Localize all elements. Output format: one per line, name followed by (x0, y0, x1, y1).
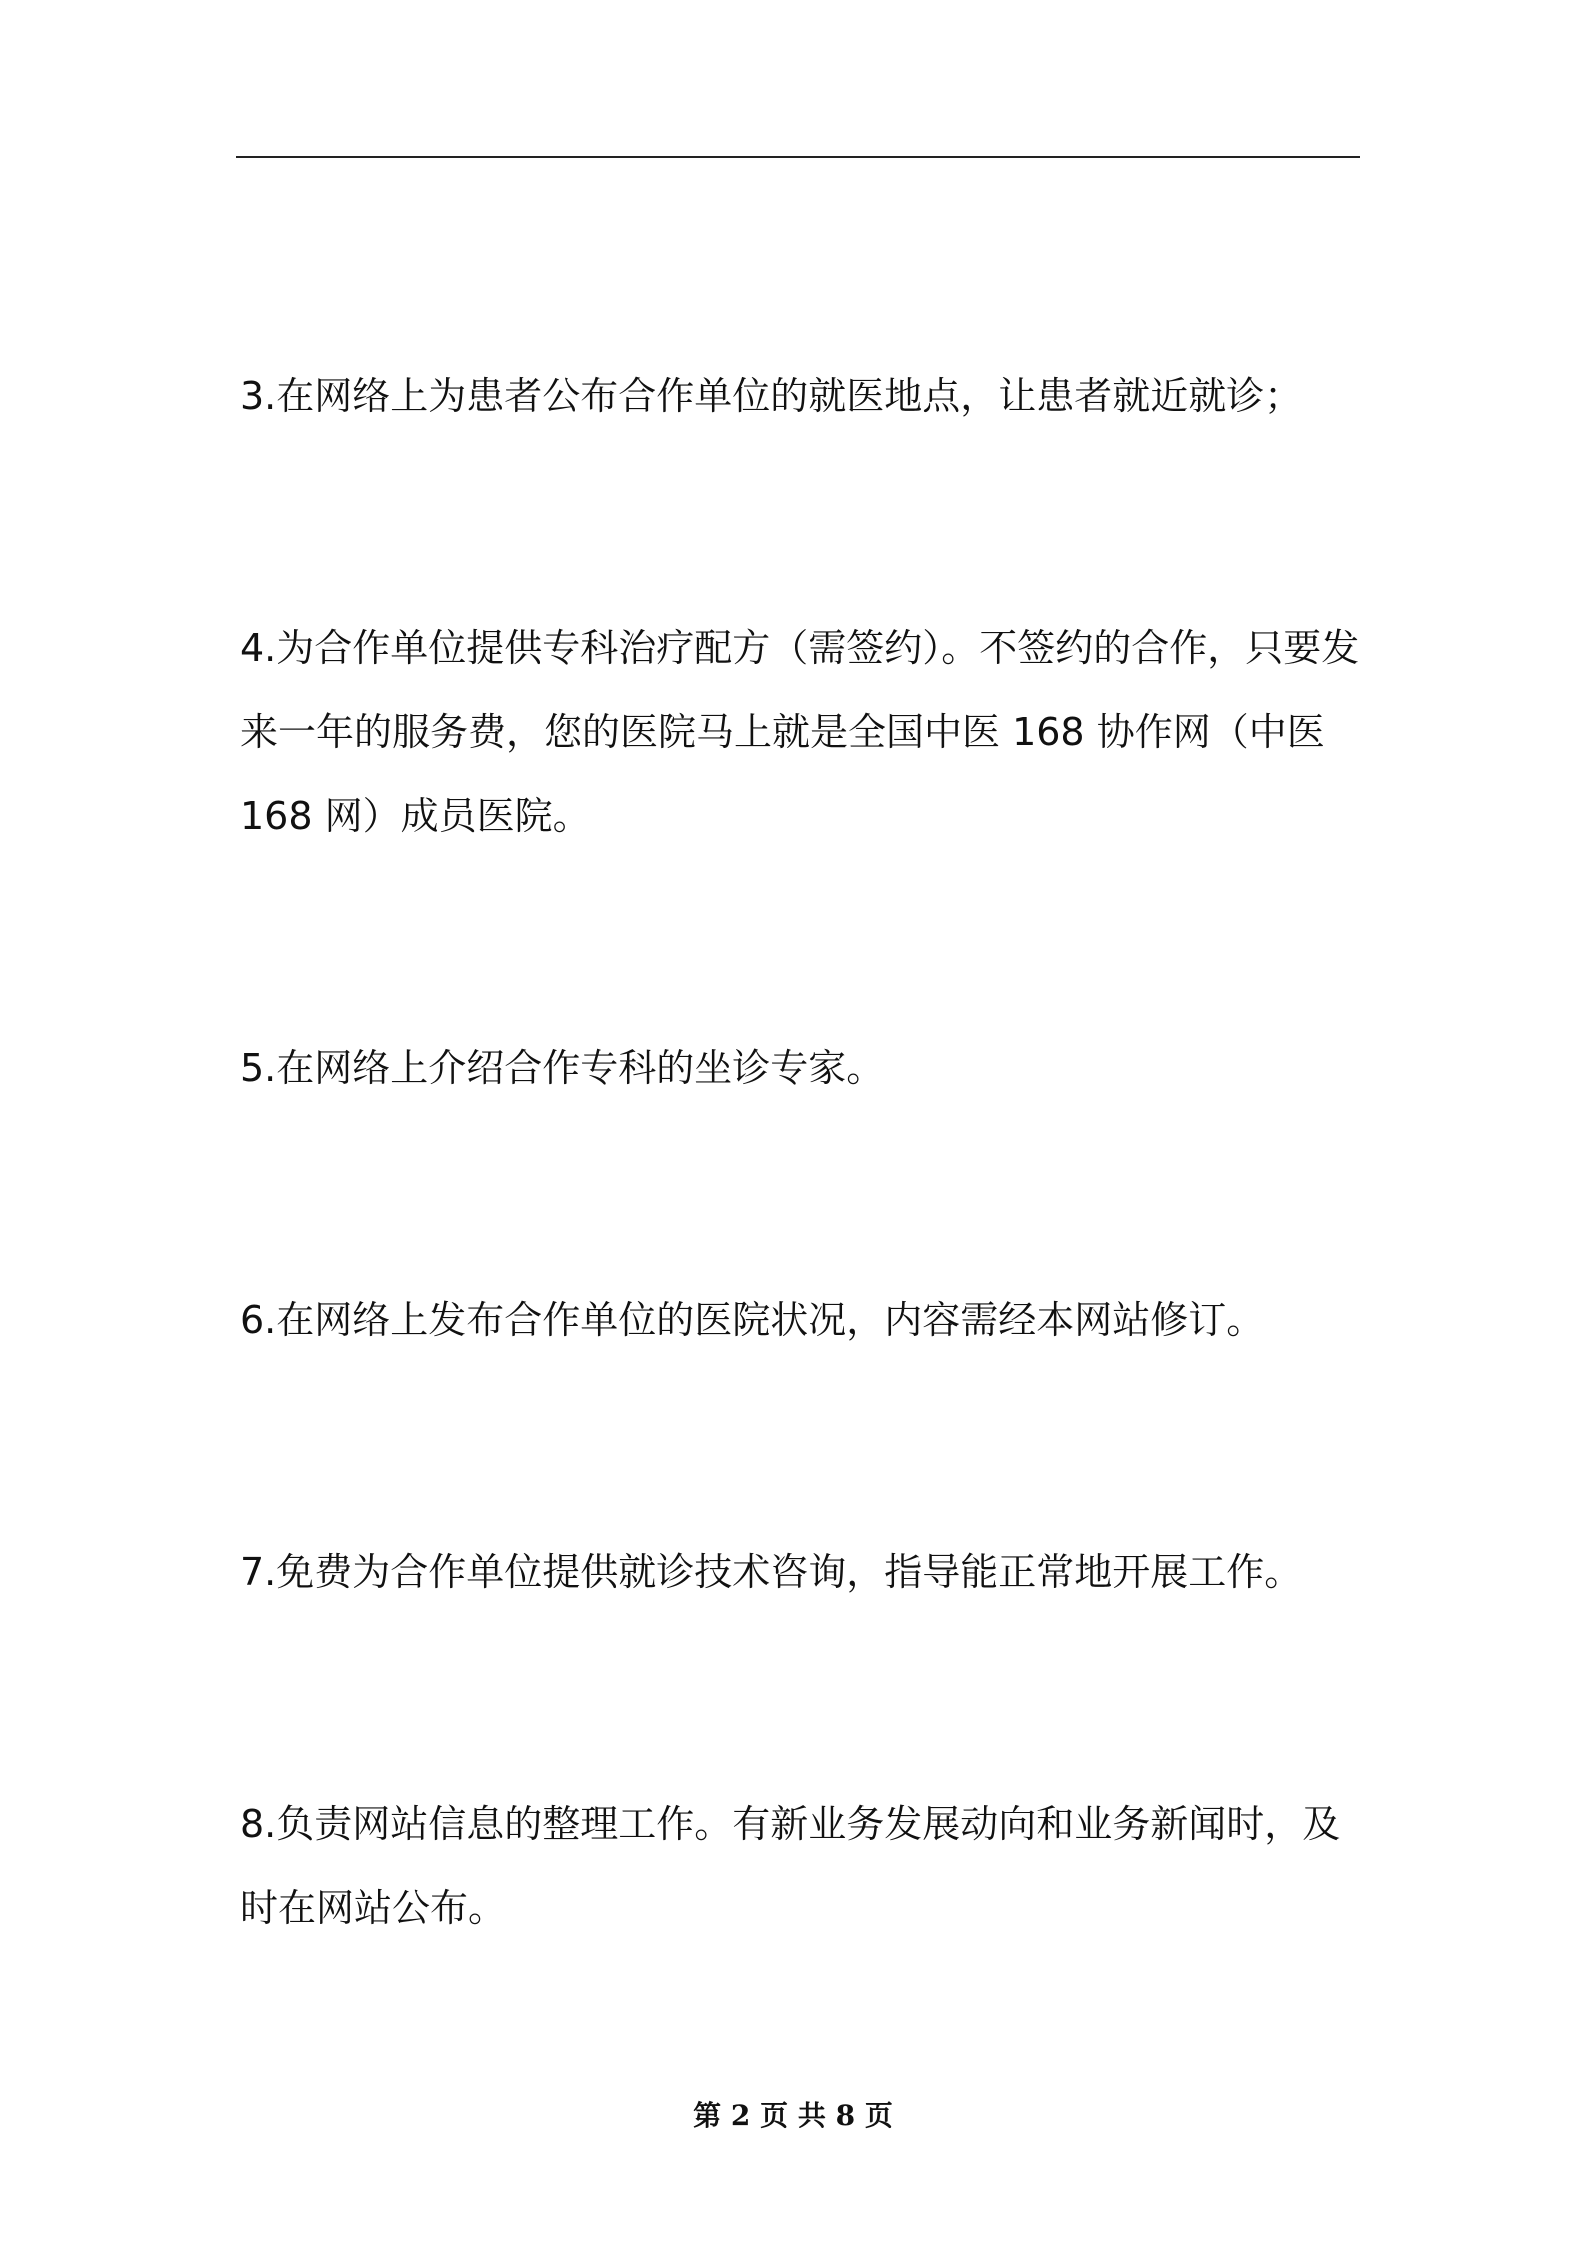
page-number-footer: 第 2 页 共 8 页 (693, 2099, 893, 2132)
paragraph-item-6: 6.在网络上发布合作单位的医院状况，内容需经本网站修订。 (240, 1298, 1265, 1342)
paragraph-item-4: 4.为合作单位提供专科治疗配方（需签约）。不签约的合作，只要发来一年的服务费，您的医院马上就是全国中医 168 协作网（中医 168 网）成员医院。 (240, 626, 1360, 838)
paragraph-item-3: 3.在网络上为患者公布合作单位的就医地点，让患者就近就诊； (240, 374, 1303, 418)
paragraph-item-5: 5.在网络上介绍合作专科的坐诊专家。 (240, 1046, 885, 1090)
paragraph-item-7: 7.免费为合作单位提供就诊技术咨询，指导能正常地开展工作。 (240, 1550, 1303, 1594)
header-rule (236, 156, 1360, 158)
paragraph-item-8: 8.负责网站信息的整理工作。有新业务发展动向和业务新闻时，及时在网站公布。 (240, 1802, 1341, 1930)
